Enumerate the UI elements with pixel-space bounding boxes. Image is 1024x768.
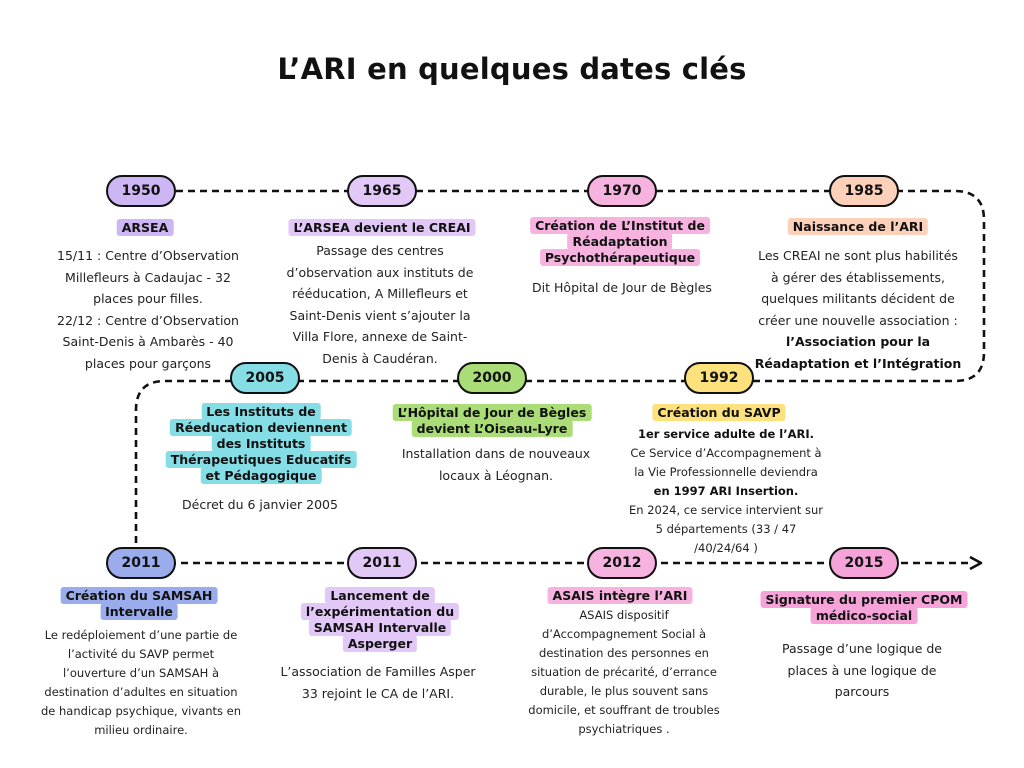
text-line: /40/24/64 ) [694,541,758,555]
year-badge-2011-samsah: 2011 [106,547,176,579]
event-text-1950 [57,245,239,374]
event-heading-1985 [788,219,928,235]
event-heading-1970 [530,218,710,266]
text-line: 22/12 : Centre d’Observation [57,312,239,328]
heading-line: Lancement de [325,587,434,604]
event-heading-2015 [761,592,968,624]
text-line: l’activité du SAVP permet [67,647,215,661]
heading-line: devient L’Oiseau-Lyre [412,420,573,437]
text-line: destination d’adultes en situation [44,685,238,699]
heading-line: Thérapeutiques Educatifs [166,451,357,468]
page-title: L’ARI en quelques dates clés [277,52,747,86]
year-badge-1985: 1985 [829,175,899,207]
text-line: d’Accompagnement Social à [541,627,707,641]
text-line: parcours [834,684,890,699]
event-text-2005 [182,494,338,516]
event-text-1992 [629,425,823,558]
event-text-1965 [287,240,474,369]
heading-line: ARSEA [117,219,174,236]
heading-line: l’expérimentation du [301,603,459,620]
year-badge-2011-asperger: 2011 [347,547,417,579]
heading-line: Psychothérapeutique [540,249,700,266]
heading-line: SAMSAH Intervalle [309,619,451,636]
text-line: Installation dans de nouveaux [401,446,591,461]
year-badge-1970: 1970 [587,175,657,207]
text-line: Ce Service d’Accompagnement à [630,446,822,460]
text-line: destination des personnes en [539,646,709,660]
event-text-2012 [528,606,719,739]
text-line-bold: en 1997 ARI Insertion. [653,484,799,498]
heading-line: Les Instituts de [201,403,321,420]
text-line: Passage d’une logique de [781,641,943,656]
heading-line: Réeducation deviennent [170,419,352,436]
text-line: Passage des centres [316,243,444,258]
text-line: situation de précarité, d’errance [531,665,717,679]
heading-line: ASAIS intègre l’ARI [548,587,693,604]
event-heading-2011-samsah [61,588,218,620]
year-badge-1992: 1992 [684,362,754,394]
event-heading-1965 [288,220,475,236]
event-text-2000 [402,443,590,486]
text-line: Saint-Denis à Ambarès - 40 [62,334,234,349]
text-line: Dit Hôpital de Jour de Bègles [532,280,712,295]
heading-line: Réadaptation [567,233,672,250]
text-line: L’association de Familles Asper [280,664,476,679]
heading-line: et Pédagogique [201,467,322,484]
arrow-head-icon [970,557,981,569]
text-line: places pour filles. [93,291,203,306]
text-line: 33 rejoint le CA de l’ARI. [301,685,455,701]
heading-line: Naissance de l’ARI [788,218,928,235]
year-badge-2012: 2012 [587,547,657,579]
heading-line: des Instituts [212,435,311,452]
heading-line: Asperger [343,635,417,652]
year-badge-1965: 1965 [347,175,417,207]
text-line: durable, le plus souvent sans [539,684,709,698]
year-badge-1950: 1950 [106,175,176,207]
text-line: 5 départements (33 / 47 [655,522,797,536]
text-line: domicile, et souffrant de troubles [528,703,720,717]
text-line: places pour garçons [84,355,212,371]
event-text-2015 [782,638,942,703]
heading-line: Création de L’Institut de [530,217,710,234]
year-badge-2015: 2015 [829,547,899,579]
text-line-bold: 1er service adulte de l’ARI. [637,427,815,441]
text-line: ASAIS dispositif [579,608,669,622]
text-line: l’ouverture d’un SAMSAH à [62,666,220,680]
text-line-bold: l’Association pour la [785,334,931,349]
text-line: rééducation, A Millefleurs et [292,286,468,301]
heading-line: Intervalle [100,603,178,620]
text-line: 15/11 : Centre d’Observation [57,248,239,263]
event-heading-1992 [652,405,785,421]
heading-line: Création du SAMSAH [61,587,218,604]
text-line: quelques militants décident de [761,291,955,306]
event-heading-1950 [117,220,174,236]
year-badge-2005: 2005 [230,362,300,394]
text-line: places à une logique de [787,662,937,678]
text-line: locaux à Léognan. [438,467,554,483]
event-text-2011-asperger [280,661,475,704]
heading-line: L’ARSEA devient le CREAI [288,219,475,236]
text-line: Les CREAI ne sont plus habilités [758,248,958,263]
event-heading-2000 [393,405,592,437]
text-line-bold: Réadaptation et l’Intégration [754,355,962,371]
heading-line: Création du SAVP [652,404,785,421]
text-line: psychiatriques . [578,722,670,736]
text-line: Denis à Caudéran. [322,350,438,366]
event-heading-2005 [166,404,357,484]
text-line: Le redéploiement d’une partie de [44,628,238,642]
text-line: d’observation aux instituts de [286,264,474,280]
heading-line: Signature du premier CPOM [761,591,968,608]
text-line: de handicap psychique, vivants en [40,704,242,718]
event-text-1985 [755,245,962,374]
text-line: Villa Flore, annexe de Saint- [292,329,468,344]
heading-line: L’Hôpital de Jour de Bègles [393,404,592,421]
text-line: Saint-Denis vient s’ajouter la [289,307,471,323]
text-line: Millefleurs à Cadaujac - 32 [65,269,231,285]
event-heading-2012 [548,588,693,604]
text-line: Décret du 6 janvier 2005 [182,497,338,512]
text-line: En 2024, ce service intervient sur [628,503,824,517]
event-text-1970 [532,277,712,299]
text-line: à gérer des établissements, [770,269,946,285]
text-line: créer une nouvelle association : [758,312,958,328]
event-text-2011-samsah [41,626,241,740]
text-line: milieu ordinaire. [94,723,188,737]
heading-line: médico-social [811,607,917,624]
event-heading-2011-asperger [301,588,459,652]
text-line: la Vie Professionnelle deviendra [634,465,818,479]
year-badge-2000: 2000 [457,362,527,394]
